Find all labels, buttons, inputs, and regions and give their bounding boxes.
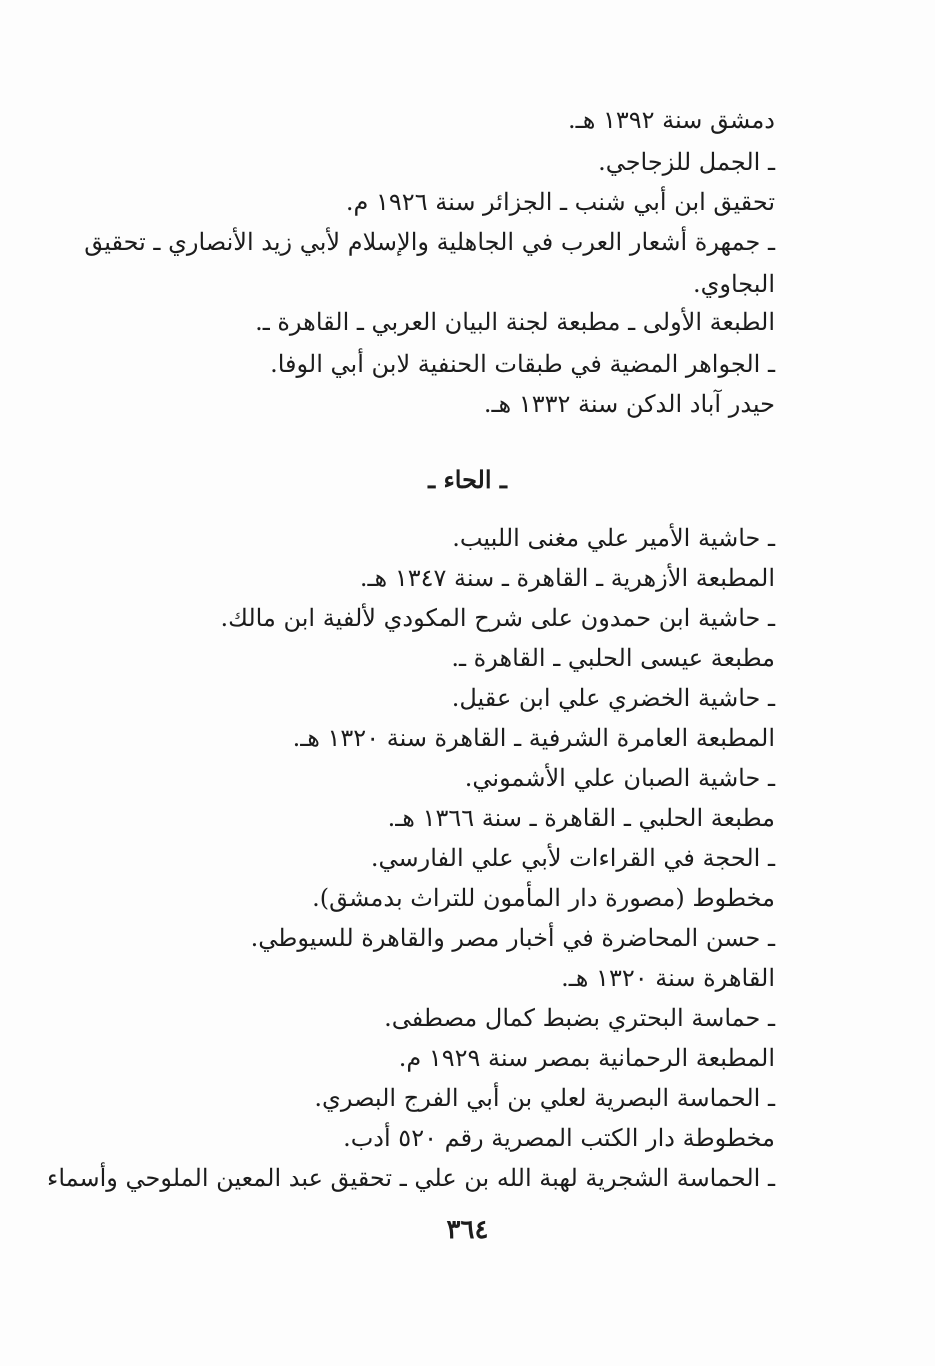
entry-line: ـ حسن المحاضرة في أخبار مصر والقاهرة للسيوطي. xyxy=(250,924,775,952)
entry-line: البجاوي. xyxy=(692,270,775,298)
entry-line: ـ حماسة البحتري بضبط كمال مصطفى. xyxy=(384,1004,775,1032)
entry-line: المطبعة الرحمانية بمصر سنة ١٩٢٩ م. xyxy=(398,1044,775,1072)
entry-line: المطبعة الأزهرية ـ القاهرة ـ سنة ١٣٤٧ هـ. xyxy=(359,564,775,592)
entry-line: الطبعة الأولى ـ مطبعة لجنة البيان العربي ـ القاهرة ـ. xyxy=(255,308,775,336)
entry-line: المطبعة العامرة الشرفية ـ القاهرة سنة ١٣٢٠ هـ. xyxy=(292,724,775,752)
entry-line: ـ جمهرة أشعار العرب في الجاهلية والإسلام لأبي زيد الأنصاري ـ تحقيق xyxy=(84,228,775,256)
entry-line: ـ حاشية ابن حمدون على شرح المكودي لألفية ابن مالك. xyxy=(220,604,775,632)
entry-line: القاهرة سنة ١٣٢٠ هـ. xyxy=(561,964,775,992)
entry-line: ـ الحماسة البصرية لعلي بن أبي الفرج البصري. xyxy=(314,1084,775,1112)
entry-line: ـ الجمل للزجاجي. xyxy=(598,148,775,176)
entry-line: ـ الحجة في القراءات لأبي علي الفارسي. xyxy=(370,844,775,872)
entry-line: ـ الجواهر المضية في طبقات الحنفية لابن أبي الوفا. xyxy=(270,350,775,378)
entry-line: مخطوطة دار الكتب المصرية رقم ٥٢٠ أدب. xyxy=(343,1124,775,1152)
entry-line: ـ حاشية الخضري علي ابن عقيل. xyxy=(451,684,775,712)
entry-line: ـ حاشية الصبان علي الأشموني. xyxy=(464,764,775,792)
entry-line: مخطوط (مصورة دار المأمون للتراث بدمشق). xyxy=(312,884,775,912)
entry-line: مطبعة عيسى الحلبي ـ القاهرة ـ. xyxy=(451,644,775,672)
entry-line: ـ الحماسة الشجرية لهبة الله بن علي ـ تحقيق عبد المعين الملوحي وأسماء xyxy=(47,1164,775,1192)
entry-line: ـ حاشية الأمير علي مغنى اللبيب. xyxy=(452,524,775,552)
page-number: ٣٦٤ xyxy=(446,1215,489,1245)
entry-line: تحقيق ابن أبي شنب ـ الجزائر سنة ١٩٢٦ م. xyxy=(345,188,775,216)
section-heading: ـ الحاء ـ xyxy=(428,465,507,494)
entry-line: دمشق سنة ١٣٩٢ هـ. xyxy=(568,106,775,134)
entry-line: حيدر آباد الدكن سنة ١٣٣٢ هـ. xyxy=(483,390,775,418)
entry-line: مطبعة الحلبي ـ القاهرة ـ سنة ١٣٦٦ هـ. xyxy=(387,804,775,832)
